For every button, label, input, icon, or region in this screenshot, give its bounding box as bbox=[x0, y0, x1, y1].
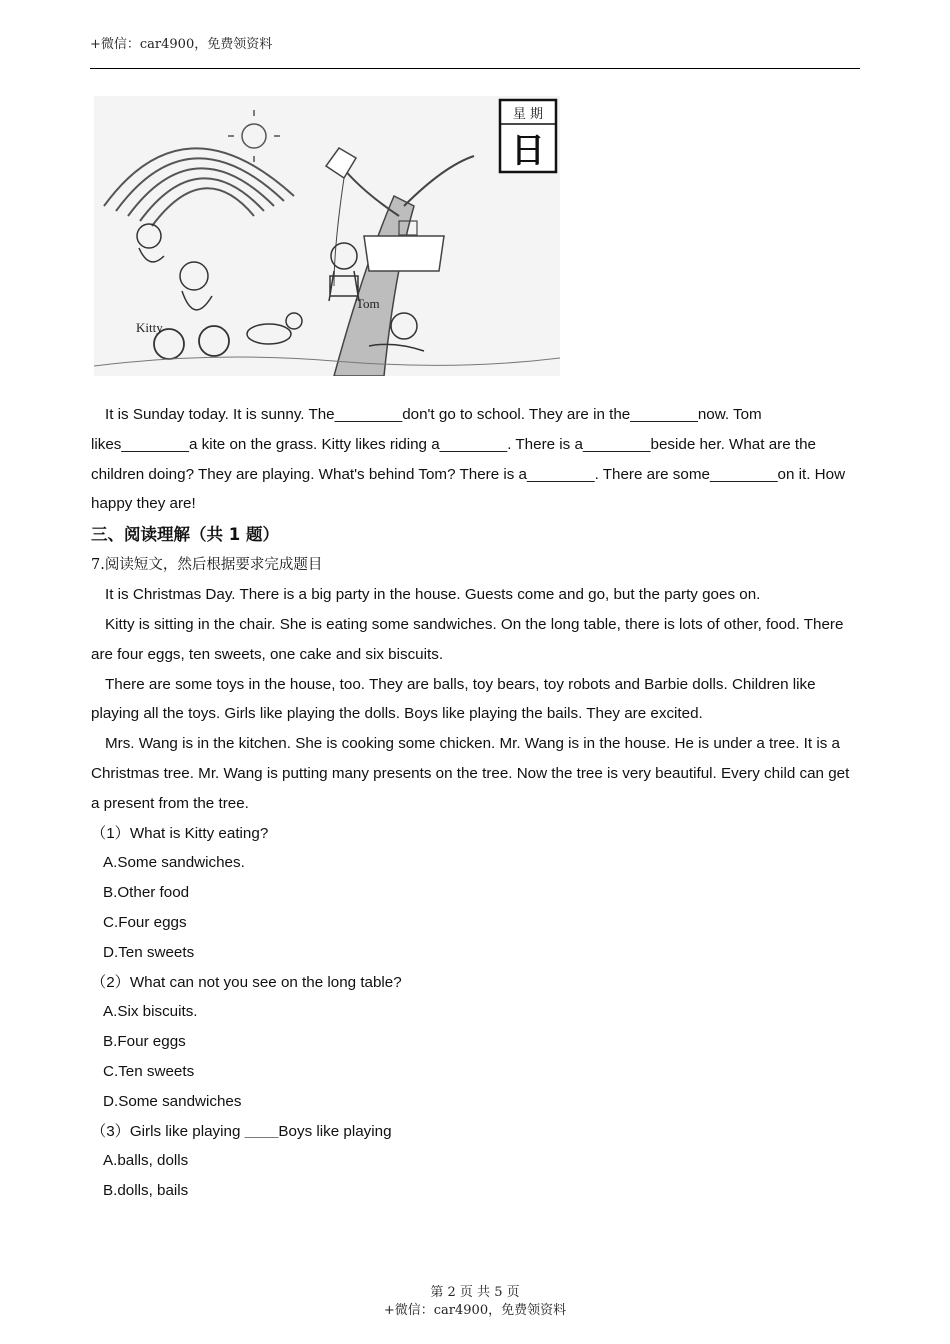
page-header-note: +微信：car4900，免费领资料 bbox=[90, 37, 273, 52]
sub-question-1: （1）What is Kitty eating? bbox=[91, 824, 269, 842]
question-7-title: 7.阅读短文，然后根据要求完成题目 bbox=[91, 557, 323, 574]
option-3b: B.dolls, bails bbox=[103, 1182, 189, 1200]
option-2a: A.Six biscuits. bbox=[103, 1003, 198, 1021]
option-2c: C.Ten sweets bbox=[103, 1062, 195, 1080]
cloze-passage: It is Sunday today. It is sunny. The________don't go to school. They are in the________now. Tom likes________a kite on the grass. Kitty likes riding a________. There is a________beside her. What are the children doing? They are playing. What's behind Tom? There is a________. There are some________on it. How happy they are! bbox=[91, 406, 846, 513]
label-tom: Tom bbox=[356, 296, 380, 311]
main-content bbox=[91, 400, 861, 1206]
sub-question-3 bbox=[91, 1117, 861, 1147]
picture-illustration bbox=[94, 96, 560, 376]
footer-note: +微信：car4900，免费领资料 bbox=[383, 1303, 567, 1318]
reading-paragraph-2: Kitty is sitting in the chair. She is eating some sandwiches. On the long table, there is lots of other, food. There are four eggs, ten sweets, one cake and six biscuits. bbox=[91, 615, 844, 663]
option-1a: A.Some sandwiches. bbox=[103, 854, 245, 872]
label-kitty: Kitty bbox=[136, 320, 163, 335]
illustration-background bbox=[94, 96, 560, 376]
calendar-day-label: 日 bbox=[511, 131, 545, 171]
section-title: 三、阅读理解（共 1 题） bbox=[91, 525, 279, 545]
reading-paragraph-4: Mrs. Wang is in the kitchen. She is cooking some chicken. Mr. Wang is in the house. He is under a tree. It is a Christmas tree. Mr. Wang is putting many presents on the tree. Now the tree is very beautiful. Every child can get a present from the tree. bbox=[91, 735, 850, 812]
option-3a: A.balls, dolls bbox=[103, 1152, 189, 1170]
option-2d: D.Some sandwiches bbox=[103, 1092, 242, 1110]
option-1c: C.Four eggs bbox=[103, 913, 187, 931]
sub-question-3-before: （3）Girls like playing bbox=[91, 1122, 245, 1140]
calendar-weekday-label: 星 期 bbox=[512, 107, 544, 122]
sub-question-2: （2）What can not you see on the long table? bbox=[91, 973, 402, 991]
reading-paragraph-3: There are some toys in the house, too. They are balls, toy bears, toy robots and Barbie dolls. Children like playing all the toys. Girls like playing the dolls. Boys like playing the bails. They are excited. bbox=[91, 675, 816, 723]
header-rule bbox=[90, 68, 860, 69]
option-2b: B.Four eggs bbox=[103, 1033, 186, 1051]
reading-paragraph-1: It is Christmas Day. There is a big party in the house. Guests come and go, but the party goes on. bbox=[105, 586, 761, 604]
calendar bbox=[500, 100, 556, 172]
option-1d: D.Ten sweets bbox=[103, 943, 195, 961]
sub-question-3-after: Boys like playing bbox=[278, 1122, 392, 1140]
option-1b: B.Other food bbox=[103, 884, 190, 902]
page-number: 第 2 页 共 5 页 bbox=[430, 1285, 520, 1300]
sub-question-3-blank: ____ bbox=[244, 1122, 279, 1140]
